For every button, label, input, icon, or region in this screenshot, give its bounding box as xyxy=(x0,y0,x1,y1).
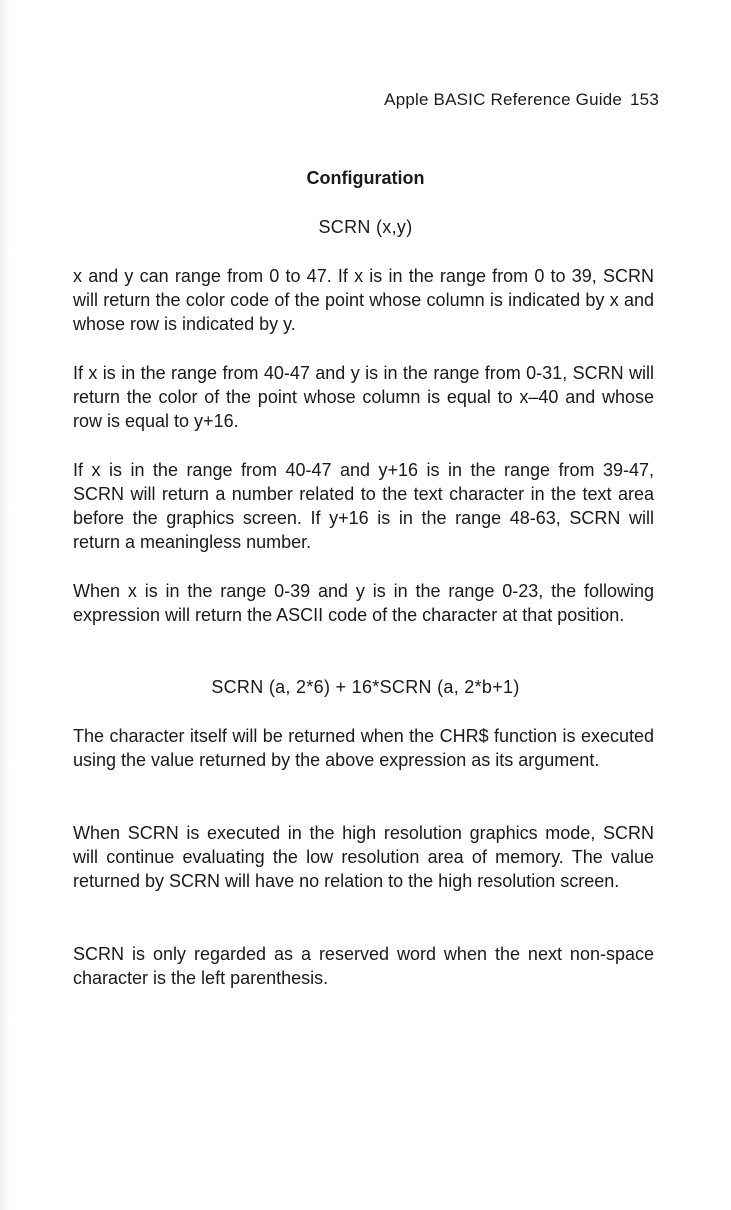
running-head xyxy=(384,90,659,110)
syntax-line: SCRN (x,y) xyxy=(318,217,413,237)
section-heading: Configuration xyxy=(306,168,425,188)
paragraph-reserved-word: SCRN is only regarded as a reserved word when the next non-space character is the left parenthesis. xyxy=(73,944,654,988)
paragraph-high-x: If x is in the range from 40-47 and y is in the range from 0-31, SCRN will return the color of the point whose column is equal to x–40 and whose row is equal to y+16. xyxy=(73,363,654,431)
page-number: 153 xyxy=(630,90,659,109)
paragraph-chr: The character itself will be returned when the CHR$ function is executed using the value returned by the above expression as its argument. xyxy=(73,726,654,770)
paragraph-range: x and y can range from 0 to 47. If x is in the range from 0 to 39, SCRN will return the color code of the point whose column is indicated by x and whose row is indicated by y. xyxy=(73,266,654,334)
formula: SCRN (a, 2*6) + 16*SCRN (a, 2*b+1) xyxy=(211,677,520,697)
paragraph-text-area: If x is in the range from 40-47 and y+16 is in the range from 39-47, SCRN will return a number related to the text character in the text area before the graphics screen. If y+16 is in the range 48-63, SCRN will return a meaningless number. xyxy=(73,460,654,552)
paragraph-hires: When SCRN is executed in the high resolution graphics mode, SCRN will continue evaluating the low resolution area of memory. The value returned by SCRN will have no relation to the high resolution screen. xyxy=(73,823,654,891)
running-head-title: Apple BASIC Reference Guide xyxy=(384,90,623,109)
paragraph-ascii: When x is in the range 0-39 and y is in the range 0-23, the following expression will return the ASCII code of the character at that position. xyxy=(73,581,654,625)
